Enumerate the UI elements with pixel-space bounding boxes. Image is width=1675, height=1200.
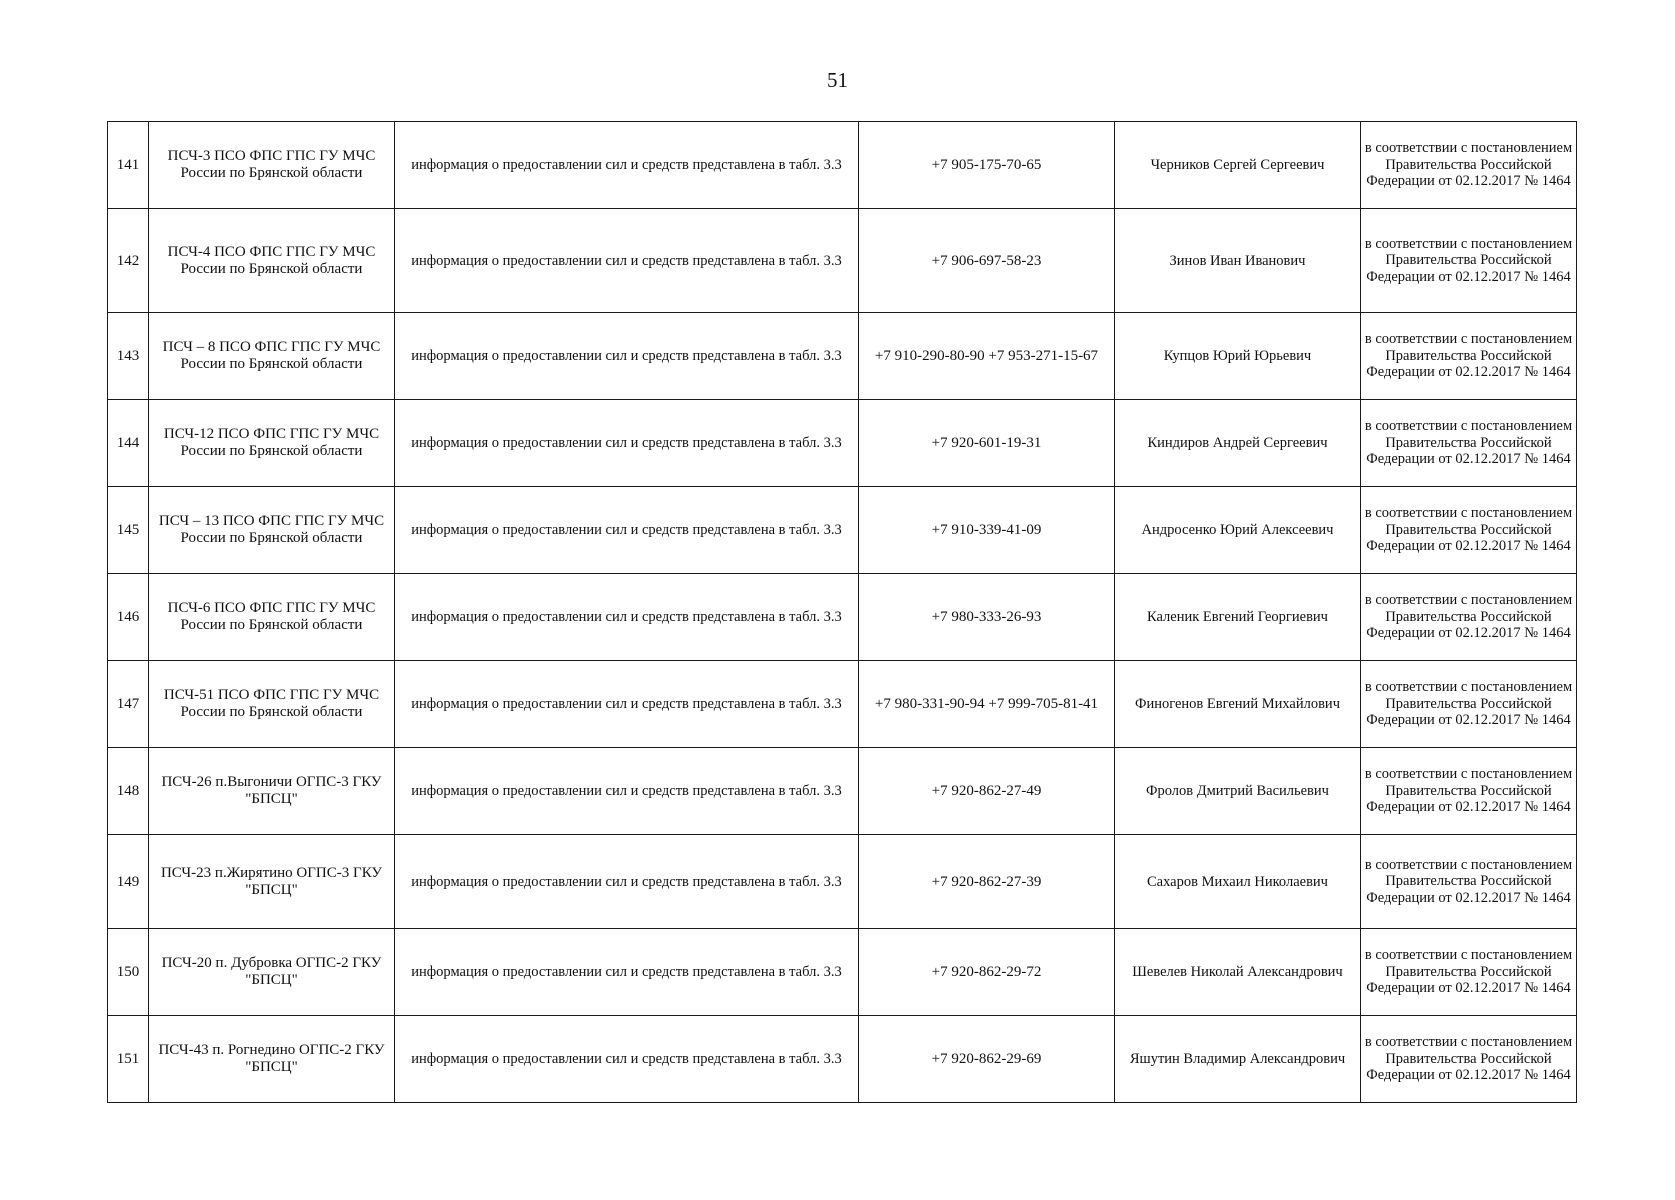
phone-number: +7 980-333-26-93 — [859, 574, 1115, 661]
resources-info: информация о предоставлении сил и средств представлена в табл. 3.3 — [395, 929, 859, 1016]
unit-name: ПСЧ-26 п.Выгоничи ОГПС-3 ГКУ "БПСЦ" — [149, 748, 395, 835]
phone-number: +7 905-175-70-65 — [859, 122, 1115, 209]
phone-number: +7 920-862-27-49 — [859, 748, 1115, 835]
legal-basis: в соответствии с постановлением Правительства Российской Федерации от 02.12.2017 № 1464 — [1361, 1016, 1577, 1103]
unit-name: ПСЧ-6 ПСО ФПС ГПС ГУ МЧС России по Брянской области — [149, 574, 395, 661]
page-number: 51 — [827, 68, 848, 92]
resources-info: информация о предоставлении сил и средств представлена в табл. 3.3 — [395, 487, 859, 574]
table-row — [108, 929, 1577, 1016]
resources-info: информация о предоставлении сил и средств представлена в табл. 3.3 — [395, 1016, 859, 1103]
legal-basis: в соответствии с постановлением Правительства Российской Федерации от 02.12.2017 № 1464 — [1361, 835, 1577, 929]
phone-number: +7 920-862-27-39 — [859, 835, 1115, 929]
phone-number: +7 980-331-90-94 +7 999-705-81-41 — [859, 661, 1115, 748]
table-row — [108, 574, 1577, 661]
row-number: 145 — [108, 487, 149, 574]
legal-basis: в соответствии с постановлением Правительства Российской Федерации от 02.12.2017 № 1464 — [1361, 748, 1577, 835]
responsible-person: Андросенко Юрий Алексеевич — [1115, 487, 1361, 574]
responsible-person: Фролов Дмитрий Васильевич — [1115, 748, 1361, 835]
phone-number: +7 910-290-80-90 +7 953-271-15-67 — [859, 313, 1115, 400]
table-row — [108, 1016, 1577, 1103]
row-number: 148 — [108, 748, 149, 835]
row-number: 142 — [108, 209, 149, 313]
row-number: 143 — [108, 313, 149, 400]
unit-name: ПСЧ-43 п. Рогнедино ОГПС-2 ГКУ "БПСЦ" — [149, 1016, 395, 1103]
resources-info: информация о предоставлении сил и средств представлена в табл. 3.3 — [395, 400, 859, 487]
phone-number: +7 920-862-29-72 — [859, 929, 1115, 1016]
row-number: 144 — [108, 400, 149, 487]
table-row — [108, 835, 1577, 929]
resources-info: информация о предоставлении сил и средств представлена в табл. 3.3 — [395, 122, 859, 209]
resources-table — [107, 121, 1577, 1103]
responsible-person: Черников Сергей Сергеевич — [1115, 122, 1361, 209]
resources-info: информация о предоставлении сил и средств представлена в табл. 3.3 — [395, 661, 859, 748]
table-row — [108, 748, 1577, 835]
phone-number: +7 906-697-58-23 — [859, 209, 1115, 313]
responsible-person: Сахаров Михаил Николаевич — [1115, 835, 1361, 929]
table-row — [108, 661, 1577, 748]
row-number: 146 — [108, 574, 149, 661]
row-number: 151 — [108, 1016, 149, 1103]
resources-info: информация о предоставлении сил и средств представлена в табл. 3.3 — [395, 209, 859, 313]
legal-basis: в соответствии с постановлением Правительства Российской Федерации от 02.12.2017 № 1464 — [1361, 122, 1577, 209]
unit-name: ПСЧ-51 ПСО ФПС ГПС ГУ МЧС России по Брянской области — [149, 661, 395, 748]
unit-name: ПСЧ-12 ПСО ФПС ГПС ГУ МЧС России по Брянской области — [149, 400, 395, 487]
phone-number: +7 910-339-41-09 — [859, 487, 1115, 574]
resources-info: информация о предоставлении сил и средств представлена в табл. 3.3 — [395, 574, 859, 661]
legal-basis: в соответствии с постановлением Правительства Российской Федерации от 02.12.2017 № 1464 — [1361, 400, 1577, 487]
legal-basis: в соответствии с постановлением Правительства Российской Федерации от 02.12.2017 № 1464 — [1361, 487, 1577, 574]
responsible-person: Киндиров Андрей Сергеевич — [1115, 400, 1361, 487]
unit-name: ПСЧ – 13 ПСО ФПС ГПС ГУ МЧС России по Брянской области — [149, 487, 395, 574]
table-row — [108, 400, 1577, 487]
row-number: 150 — [108, 929, 149, 1016]
legal-basis: в соответствии с постановлением Правительства Российской Федерации от 02.12.2017 № 1464 — [1361, 929, 1577, 1016]
table-row — [108, 487, 1577, 574]
responsible-person: Зинов Иван Иванович — [1115, 209, 1361, 313]
phone-number: +7 920-601-19-31 — [859, 400, 1115, 487]
legal-basis: в соответствии с постановлением Правительства Российской Федерации от 02.12.2017 № 1464 — [1361, 661, 1577, 748]
legal-basis: в соответствии с постановлением Правительства Российской Федерации от 02.12.2017 № 1464 — [1361, 574, 1577, 661]
table-row — [108, 122, 1577, 209]
unit-name: ПСЧ-4 ПСО ФПС ГПС ГУ МЧС России по Брянской области — [149, 209, 395, 313]
phone-number: +7 920-862-29-69 — [859, 1016, 1115, 1103]
unit-name: ПСЧ-3 ПСО ФПС ГПС ГУ МЧС России по Брянской области — [149, 122, 395, 209]
responsible-person: Каленик Евгений Георгиевич — [1115, 574, 1361, 661]
legal-basis: в соответствии с постановлением Правительства Российской Федерации от 02.12.2017 № 1464 — [1361, 209, 1577, 313]
resources-info: информация о предоставлении сил и средств представлена в табл. 3.3 — [395, 748, 859, 835]
unit-name: ПСЧ-23 п.Жирятино ОГПС-3 ГКУ "БПСЦ" — [149, 835, 395, 929]
unit-name: ПСЧ – 8 ПСО ФПС ГПС ГУ МЧС России по Брянской области — [149, 313, 395, 400]
table-row — [108, 209, 1577, 313]
row-number: 149 — [108, 835, 149, 929]
responsible-person: Купцов Юрий Юрьевич — [1115, 313, 1361, 400]
resources-info: информация о предоставлении сил и средств представлена в табл. 3.3 — [395, 313, 859, 400]
row-number: 147 — [108, 661, 149, 748]
responsible-person: Шевелев Николай Александрович — [1115, 929, 1361, 1016]
row-number: 141 — [108, 122, 149, 209]
resources-info: информация о предоставлении сил и средств представлена в табл. 3.3 — [395, 835, 859, 929]
responsible-person: Яшутин Владимир Александрович — [1115, 1016, 1361, 1103]
legal-basis: в соответствии с постановлением Правительства Российской Федерации от 02.12.2017 № 1464 — [1361, 313, 1577, 400]
responsible-person: Финогенов Евгений Михайлович — [1115, 661, 1361, 748]
table-row — [108, 313, 1577, 400]
unit-name: ПСЧ-20 п. Дубровка ОГПС-2 ГКУ "БПСЦ" — [149, 929, 395, 1016]
